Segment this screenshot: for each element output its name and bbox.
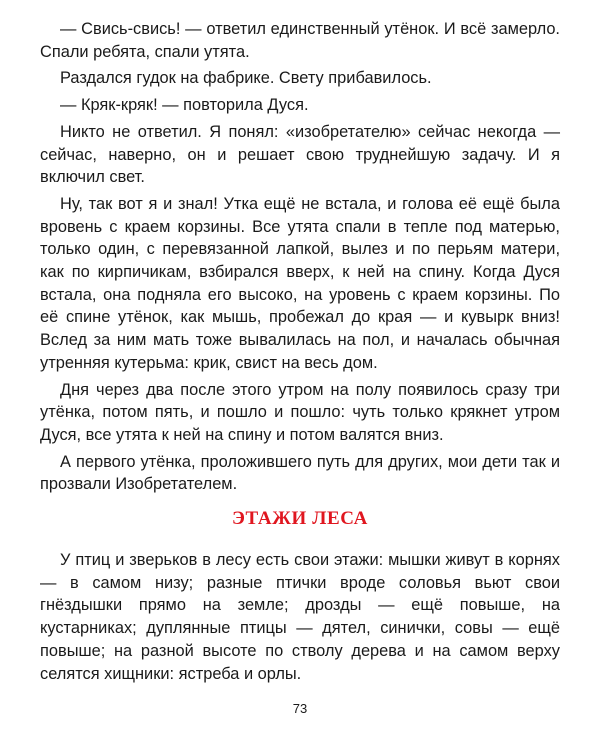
section-text [40,549,560,685]
story-paragraph-5: Ну, так вот я и знал! Утка ещё не встала, и голова её ещё была вровень с краем корзины. Все утята спали в тепле под матерью, только один, с перевязанной лапкой, вылез и по перьям матери, как по кирпичикам, взбирался вверх, к ней на спину. Когда Дуся встала, она подняла его высоко, на уровень с краем корзины. По её спине утёнок, как мышь, пробежал до края — и кувырк вниз! Вслед за ним мать тоже вывалилась на пол, и началась обычная утренняя кутерьма: крик, свист на весь дом. [40,194,560,372]
section-title: ЭТАЖИ ЛЕСА [232,508,368,529]
story-paragraph-2: Раздался гудок на фабрике. Свету прибавилось. [60,69,432,88]
story-paragraph-4: Никто не ответил. Я понял: «изобретателю» сейчас некогда — сейчас, наверно, он и решает свою труднейшую задачу. И я включил свет. [40,122,560,187]
story-text [40,18,560,496]
page-number: 73 [292,701,308,716]
story-paragraph-3: — Кряк-кряк! — повторила Дуся. [60,96,309,115]
story-paragraph-6: Дня через два после этого утром на полу появилось сразу три утёнка, потом пять, и пошло и пошло: чуть только крякнет утром Дуся, все утята к ней на спину и потом валятся вниз. [40,380,560,444]
story-paragraph-7: А первого утёнка, проложившего путь для других, мои дети так и прозвали Изобретателем. [40,452,560,494]
story-paragraph-1: — Свись-свись! — ответил единственный утёнок. И всё замерло. Спали ребята, спали утята. [40,20,560,61]
section-paragraph-1: У птиц и зверьков в лесу есть свои этажи: мышки живут в корнях — в самом низу; разные птички вроде соловья вьют свои гнёздышки прямо на земле; дрозды — ещё повыше, на кустарниках; дуплянные птицы — дятел, синички, совы — ещё повыше; на разной высоте по стволу дерева и на самом верху селятся хищники: ястреба и орлы. [40,551,560,683]
